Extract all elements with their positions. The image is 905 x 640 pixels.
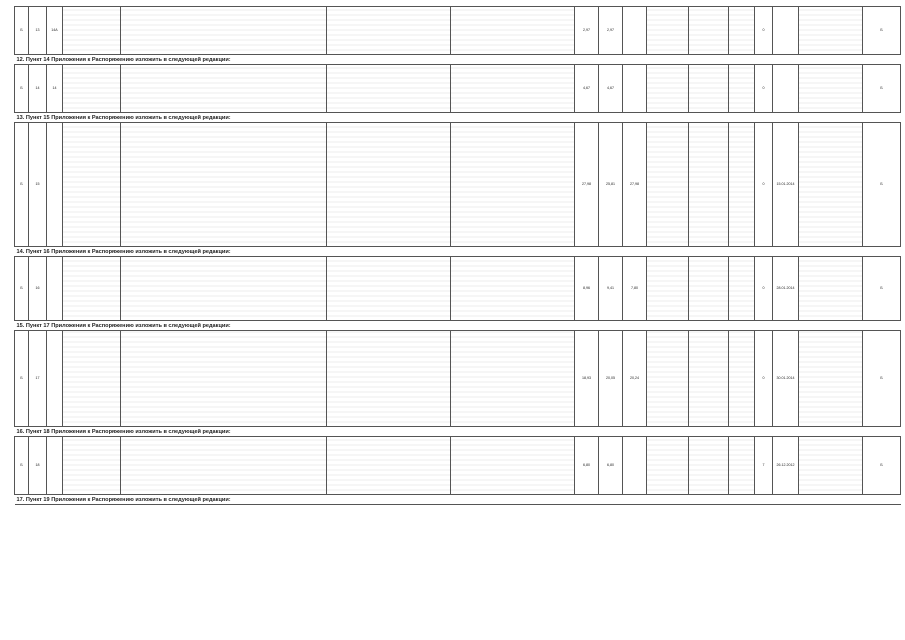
route-row: [15, 331, 901, 427]
table-cell: 2,97: [575, 7, 599, 55]
table-cell: 6,80: [575, 437, 599, 495]
table-cell: 7: [755, 437, 773, 495]
table-cell: 18: [29, 437, 47, 495]
section-heading: 12. Пункт 14 Приложения к Распоряжению изложить в следующей редакции:: [15, 55, 901, 65]
table-cell: 9,41: [599, 257, 623, 321]
table-cell: 28.01.2014: [773, 257, 799, 321]
table-cell: [63, 65, 121, 113]
table-cell: [63, 7, 121, 55]
section-heading: 13. Пункт 15 Приложения к Распоряжению изложить в следующей редакции:: [15, 113, 901, 123]
table-cell: [327, 257, 451, 321]
section-heading-row: [15, 321, 901, 331]
table-cell: [623, 437, 647, 495]
table-cell: [63, 437, 121, 495]
table-cell: [647, 257, 689, 321]
section-heading: 17. Пункт 19 Приложения к Распоряжению изложить в следующей редакции:: [15, 495, 901, 505]
table-cell: [121, 65, 327, 113]
table-cell: [729, 437, 755, 495]
table-cell: 8,96: [575, 257, 599, 321]
table-cell: 20,24: [623, 331, 647, 427]
table-cell: [451, 7, 575, 55]
table-cell: [121, 257, 327, 321]
table-cell: Б: [863, 437, 901, 495]
table-cell: [773, 65, 799, 113]
table-cell: 16: [29, 257, 47, 321]
table-cell: [647, 331, 689, 427]
table-cell: 0: [755, 257, 773, 321]
table-cell: [451, 437, 575, 495]
table-cell: Б: [863, 331, 901, 427]
route-row: [15, 7, 901, 55]
table-cell: 4,67: [575, 65, 599, 113]
route-row: [15, 257, 901, 321]
table-cell: [729, 257, 755, 321]
table-cell: [327, 331, 451, 427]
table-cell: [689, 257, 729, 321]
table-cell: Б: [15, 7, 29, 55]
section-heading: 16. Пункт 18 Приложения к Распоряжению изложить в следующей редакции:: [15, 427, 901, 437]
table-cell: [47, 257, 63, 321]
table-cell: [623, 7, 647, 55]
table-cell: [47, 123, 63, 247]
table-cell: 27,98: [575, 123, 599, 247]
table-cell: Б: [863, 123, 901, 247]
table-cell: [327, 7, 451, 55]
table-cell: [729, 123, 755, 247]
table-cell: [327, 437, 451, 495]
table-cell: [327, 123, 451, 247]
table-cell: [647, 7, 689, 55]
table-cell: [451, 65, 575, 113]
table-cell: Б: [15, 65, 29, 113]
table-cell: [799, 437, 863, 495]
document-sheet: [14, 6, 883, 505]
section-heading-row: [15, 247, 901, 257]
section-heading: 15. Пункт 17 Приложения к Распоряжению изложить в следующей редакции:: [15, 321, 901, 331]
table-cell: [689, 65, 729, 113]
table-cell: [121, 437, 327, 495]
table-cell: [63, 331, 121, 427]
table-cell: [799, 331, 863, 427]
table-cell: [451, 257, 575, 321]
table-cell: Б: [15, 331, 29, 427]
table-cell: Б: [863, 257, 901, 321]
table-cell: [773, 7, 799, 55]
table-cell: 27,98: [623, 123, 647, 247]
route-row: [15, 437, 901, 495]
section-heading: 14. Пункт 16 Приложения к Распоряжению изложить в следующей редакции:: [15, 247, 901, 257]
table-cell: [729, 7, 755, 55]
table-cell: 15.01.2014: [773, 123, 799, 247]
table-cell: [327, 65, 451, 113]
table-cell: 0: [755, 123, 773, 247]
table-cell: [121, 331, 327, 427]
table-cell: [121, 123, 327, 247]
table-cell: Б: [15, 123, 29, 247]
table-cell: [451, 123, 575, 247]
table-cell: [63, 123, 121, 247]
table-cell: Б: [863, 7, 901, 55]
table-cell: 17: [29, 331, 47, 427]
table-cell: [799, 257, 863, 321]
table-cell: [647, 65, 689, 113]
route-row: [15, 123, 901, 247]
table-cell: 2,97: [599, 7, 623, 55]
section-heading-row: [15, 113, 901, 123]
table-cell: [729, 65, 755, 113]
table-cell: 7,80: [623, 257, 647, 321]
table-cell: [799, 123, 863, 247]
table-cell: Б: [15, 437, 29, 495]
section-heading-row: [15, 55, 901, 65]
table-cell: 14: [29, 65, 47, 113]
table-cell: [647, 437, 689, 495]
section-heading-row: [15, 495, 901, 505]
table-cell: Б: [15, 257, 29, 321]
table-cell: 14: [47, 65, 63, 113]
table-cell: 13: [29, 7, 47, 55]
table-cell: 25,81: [599, 123, 623, 247]
table-cell: 0: [755, 65, 773, 113]
table-cell: 14А: [47, 7, 63, 55]
table-cell: 0: [755, 331, 773, 427]
section-heading-row: [15, 427, 901, 437]
table-cell: 4,67: [599, 65, 623, 113]
table-cell: [689, 437, 729, 495]
table-cell: 6,80: [599, 437, 623, 495]
table-cell: [799, 7, 863, 55]
table-cell: [689, 331, 729, 427]
table-cell: [689, 7, 729, 55]
table-cell: 18,93: [575, 331, 599, 427]
table-cell: [647, 123, 689, 247]
table-cell: 20,05: [599, 331, 623, 427]
table-cell: [729, 331, 755, 427]
table-cell: 15: [29, 123, 47, 247]
table-cell: [451, 331, 575, 427]
table-cell: 26.12.2012: [773, 437, 799, 495]
table-cell: 30.01.2014: [773, 331, 799, 427]
table-cell: [799, 65, 863, 113]
table-cell: [623, 65, 647, 113]
table-cell: [47, 331, 63, 427]
table-cell: [121, 7, 327, 55]
routes-table: [14, 6, 901, 505]
table-cell: [47, 437, 63, 495]
table-cell: [689, 123, 729, 247]
table-cell: 0: [755, 7, 773, 55]
table-cell: Б: [863, 65, 901, 113]
route-row: [15, 65, 901, 113]
table-cell: [63, 257, 121, 321]
